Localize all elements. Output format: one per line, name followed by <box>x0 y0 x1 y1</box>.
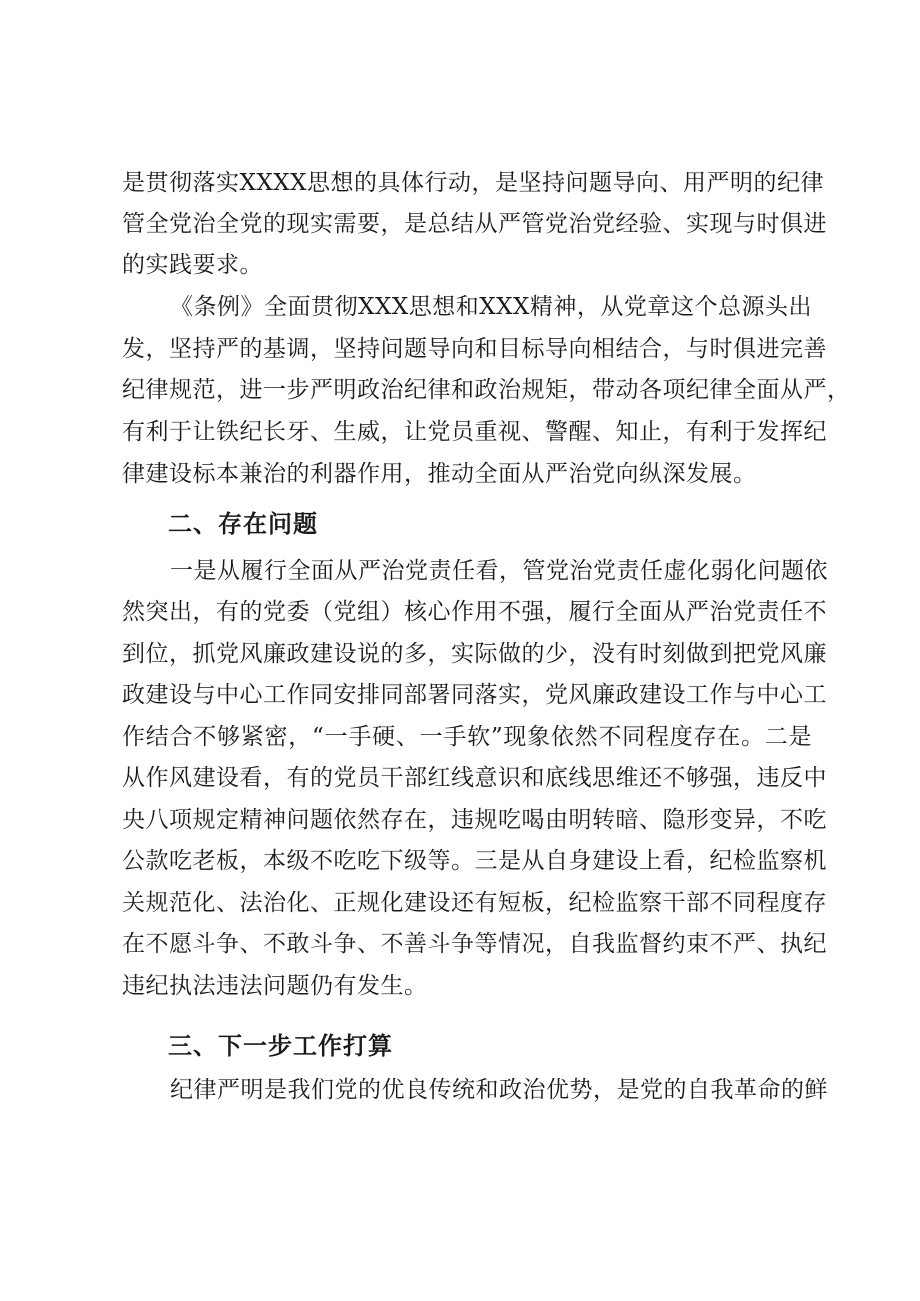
paragraph-3-line-7: 央八项规定精神问题依然存在，违规吃喝由明转暗、隐形变异，不吃 <box>122 807 827 833</box>
paragraph-3-line-6: 从作风建设看，有的党员干部红线意识和底线思维还不够强，违反中 <box>122 765 827 791</box>
paragraph-3-line-5: 作结合不够紧密，“一手硬、一手软”现象依然不同程度存在。二是 <box>122 724 812 750</box>
section-heading-problems: 二、存在问题 <box>168 510 318 538</box>
paragraph-3-line-10: 在不愿斗争、不敢斗争、不善斗争等情况，自我监督约束不严、执纪 <box>122 931 827 957</box>
paragraph-1-line-2: 管全党治全党的现实需要，是总结从严管党治党经验、实现与时俱进 <box>122 211 827 237</box>
paragraph-3-line-4: 政建设与中心工作同安排同部署同落实，党风廉政建设工作与中心工 <box>122 682 827 708</box>
paragraph-4-line-1: 纪律严明是我们党的优良传统和政治优势，是党的自我革命的鲜 <box>170 1077 828 1103</box>
paragraph-2-line-2: 发，坚持严的基调，坚持问题导向和目标导向相结合，与时俱进完善 <box>122 336 827 362</box>
paragraph-2-line-1: 《条例》全面贯彻XXX思想和XXX精神，从党章这个总源头出 <box>170 294 812 320</box>
paragraph-3-line-1: 一是从履行全面从严治党责任看，管党治党责任虚化弱化问题依 <box>170 558 828 584</box>
paragraph-2-line-3: 纪律规范，进一步严明政治纪律和政治规矩，带动各项纪律全面从严， <box>122 377 851 403</box>
paragraph-2-line-5: 律建设标本兼治的利器作用，推动全面从严治党向纵深发展。 <box>122 461 757 487</box>
paragraph-1-line-3: 的实践要求。 <box>122 252 263 278</box>
paragraph-3-line-9: 关规范化、法治化、正规化建设还有短板，纪检监察干部不同程度存 <box>122 890 827 916</box>
paragraph-3-line-3: 到位，抓党风廉政建设说的多，实际做的少，没有时刻做到把党风廉 <box>122 641 827 667</box>
paragraph-1-line-1: 是贯彻落实XXXX思想的具体行动，是坚持问题导向、用严明的纪律 <box>122 170 824 196</box>
section-heading-next-steps: 三、下一步工作打算 <box>168 1032 393 1060</box>
paragraph-3-line-11: 违纪执法违法问题仍有发生。 <box>122 973 428 999</box>
paragraph-3-line-2: 然突出，有的党委（党组）核心作用不强，履行全面从严治党责任不 <box>122 599 827 625</box>
paragraph-2-line-4: 有利于让铁纪长牙、生威，让党员重视、警醒、知止，有利于发挥纪 <box>122 419 827 445</box>
paragraph-3-line-8: 公款吃老板，本级不吃吃下级等。三是从自身建设上看，纪检监察机 <box>122 848 827 874</box>
